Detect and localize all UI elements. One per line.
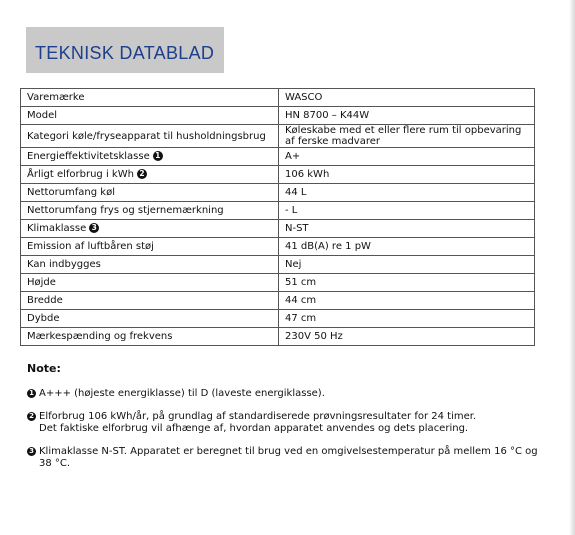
spec-table	[20, 88, 535, 346]
spec-value: Køleskabe med et eller flere rum til opbevaring af ferske madvarer	[285, 125, 522, 147]
spec-value: 47 cm	[285, 313, 317, 324]
header-banner	[26, 27, 224, 73]
table-row	[21, 148, 535, 166]
spec-label: Energieffektivitetsklasse	[27, 151, 150, 162]
table-row	[21, 166, 535, 184]
spec-value-cell	[279, 256, 535, 274]
spec-label-cell	[21, 148, 279, 166]
spec-label-cell	[21, 220, 279, 238]
table-row	[21, 238, 535, 256]
spec-value-cell	[279, 202, 535, 220]
spec-value-cell	[279, 292, 535, 310]
spec-label-cell	[21, 166, 279, 184]
table-row	[21, 184, 535, 202]
number-2-icon: 2	[27, 412, 36, 421]
spec-value: - L	[285, 205, 298, 216]
note-item-3	[27, 446, 538, 470]
spec-label-cell	[21, 89, 279, 107]
spec-label-cell	[21, 107, 279, 125]
spec-label: Kan indbygges	[27, 259, 101, 270]
spec-value-cell	[279, 328, 535, 346]
spec-label-cell	[21, 256, 279, 274]
spec-label-cell	[21, 274, 279, 292]
page-edge-shadow	[569, 0, 575, 535]
spec-label: Højde	[27, 277, 56, 288]
table-row	[21, 220, 535, 238]
note-item-2	[27, 411, 476, 435]
table-row	[21, 292, 535, 310]
spec-label: Kategori køle/fryseapparat til husholdningsbrug	[27, 130, 266, 142]
spec-value-cell	[279, 238, 535, 256]
spec-value-cell	[279, 125, 535, 148]
spec-label-cell	[21, 125, 279, 148]
number-2-icon: 2	[137, 169, 147, 179]
spec-label: Bredde	[27, 295, 63, 306]
spec-value: HN 8700 – K44W	[285, 110, 370, 121]
table-row	[21, 256, 535, 274]
spec-value: WASCO	[285, 92, 323, 103]
spec-value-cell	[279, 184, 535, 202]
table-row	[21, 328, 535, 346]
spec-label: Årligt elforbrug i kWh	[27, 169, 134, 180]
spec-value-cell	[279, 89, 535, 107]
spec-value: 51 cm	[285, 277, 317, 288]
table-row	[21, 125, 535, 148]
number-1-icon: 1	[27, 389, 36, 398]
spec-label-cell	[21, 202, 279, 220]
spec-value-cell	[279, 107, 535, 125]
table-row	[21, 202, 535, 220]
spec-label-cell	[21, 328, 279, 346]
table-row	[21, 89, 535, 107]
spec-label: Mærkespænding og frekvens	[27, 331, 173, 342]
spec-label-cell	[21, 184, 279, 202]
spec-value: 230V 50 Hz	[285, 331, 343, 342]
spec-label: Dybde	[27, 313, 60, 324]
spec-value: 106 kWh	[285, 169, 330, 180]
spec-value: A+	[285, 151, 301, 162]
number-3-icon: 3	[89, 223, 99, 233]
spec-value: 44 cm	[285, 295, 317, 306]
spec-value-cell	[279, 148, 535, 166]
number-3-icon: 3	[27, 447, 36, 456]
spec-value-cell	[279, 274, 535, 292]
spec-label: Klimaklasse	[27, 223, 87, 234]
table-row	[21, 274, 535, 292]
note-text-continued: Det faktiske elforbrug vil afhænge af, hvordan apparatet anvendes og dets placering.	[39, 423, 469, 434]
spec-label: Emission af luftbåren støj	[27, 241, 154, 252]
spec-value: 44 L	[285, 187, 307, 198]
number-1-icon: 1	[153, 151, 163, 161]
note-text: Klimaklasse N-ST. Apparatet er beregnet til brug ved en omgivelsestemperatur på mellem 16 °C og	[39, 446, 538, 457]
table-row	[21, 310, 535, 328]
spec-label: Nettorumfang frys og stjernemærkning	[27, 205, 224, 216]
spec-value: Nej	[285, 259, 302, 270]
notes-title: Note:	[27, 362, 61, 375]
spec-label: Varemærke	[27, 92, 85, 103]
spec-value-cell	[279, 310, 535, 328]
spec-value-cell	[279, 166, 535, 184]
spec-value: N-ST	[285, 223, 309, 234]
note-item-1	[27, 388, 325, 400]
spec-value: 41 dB(A) re 1 pW	[285, 241, 371, 252]
spec-label-cell	[21, 292, 279, 310]
note-text: Elforbrug 106 kWh/år, på grundlag af standardiserede prøvningsresultater for 24 timer.	[39, 411, 477, 422]
note-text: A+++ (højeste energiklasse) til D (laveste energiklasse).	[39, 388, 325, 399]
spec-label: Nettorumfang køl	[27, 187, 115, 198]
note-text-continued: 38 °C.	[39, 458, 71, 469]
spec-label: Model	[27, 110, 58, 121]
spec-label-cell	[21, 238, 279, 256]
page-title: TEKNISK DATABLAD	[35, 43, 215, 63]
spec-value-cell	[279, 220, 535, 238]
spec-label-cell	[21, 310, 279, 328]
table-row	[21, 107, 535, 125]
